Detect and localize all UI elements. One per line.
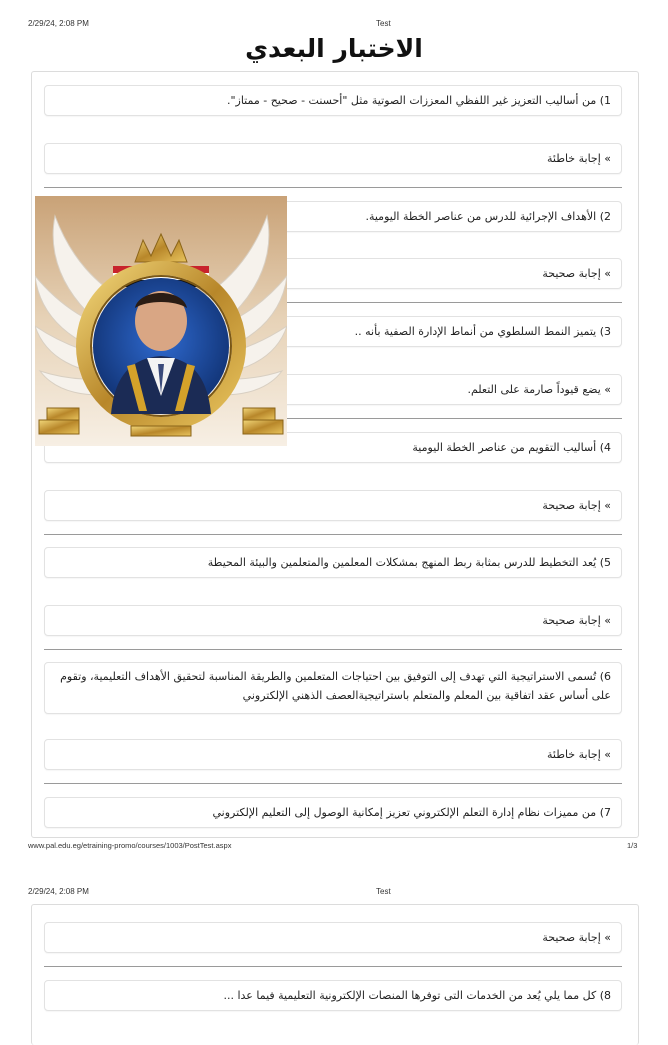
answer-5[interactable] [44,605,622,636]
question-2-text: 2) الأهداف الإجرائية للدرس من عناصر الخطة اليومية. [365,209,611,223]
question-6-text: 6) تُسمى الاستراتيجية التي تهدف إلى التوفيق بين احتياجات المتعلمين والطريقة المناسبة لتحقيق الأهداف التعليمية، وتقوم على أساس عقد اتفاقية بين المعلم والمتعلم باستراتيجيةالعصف الذهني الإلكتروني [60,670,611,702]
answer-7-text: » إجابة صحيحة [542,930,611,944]
answer-1[interactable] [44,143,622,174]
question-1-text: 1) من أساليب التعزيز غير اللفظي المعززات الصوتية مثل "أحسنت - صحيح - ممتاز". [226,93,611,107]
answer-4[interactable] [44,490,622,521]
question-7 [44,797,622,828]
question-6 [44,662,622,714]
question-5 [44,547,622,578]
answer-6[interactable] [44,739,622,770]
question-5-text: 5) يُعد التخطيط للدرس بمثابة ربط المنهج بمشكلات المعلمين والمتعلمين والبيئة المحيطة [207,555,611,569]
question-8-text: 8) كل مما يلي يُعد من الخدمات التى توفرها المنصات الإلكترونية التعليمية فيما عدا ... [223,988,611,1002]
question-1 [44,85,622,116]
answer-5-text: » إجابة صحيحة [542,613,611,627]
question-7-text: 7) من مميزات نظام إدارة التعلم الإلكتروني تعزيز إمكانية الوصول إلى التعليم الإلكتروني [212,805,611,819]
portrait-frame-graphic [35,196,287,446]
question-8 [44,980,622,1011]
print-header-title: Test [376,19,391,28]
divider [44,649,622,650]
answer-6-text: » إجابة خاطئة [546,747,611,761]
divider [44,534,622,535]
page-number: 1/3 [627,841,638,850]
answer-1-text: » إجابة خاطئة [546,151,611,165]
question-4-text: 4) أساليب التقويم من عناصر الخطة اليومية [412,440,611,454]
question-3-text: 3) يتميز النمط السلطوي من أنماط الإدارة الصفية بأنه .. [354,324,611,338]
answer-2-text: » إجابة صحيحة [542,266,611,280]
answer-7[interactable] [44,922,622,953]
page-title: الاختبار البعدي [245,34,423,63]
print-header-title-page2: Test [376,887,391,896]
answer-3-text: » يضع قيوداً صارمة على التعلم. [467,382,611,396]
print-date-page2: 2/29/24, 2:08 PM [28,887,89,896]
divider [44,966,622,967]
answer-4-text: » إجابة صحيحة [542,498,611,512]
print-date: 2/29/24, 2:08 PM [28,19,89,28]
divider [44,783,622,784]
page-url: www.pal.edu.eg/etraining-promo/courses/1003/PostTest.aspx [28,841,232,850]
divider [44,187,622,188]
portrait-photo [35,196,287,446]
